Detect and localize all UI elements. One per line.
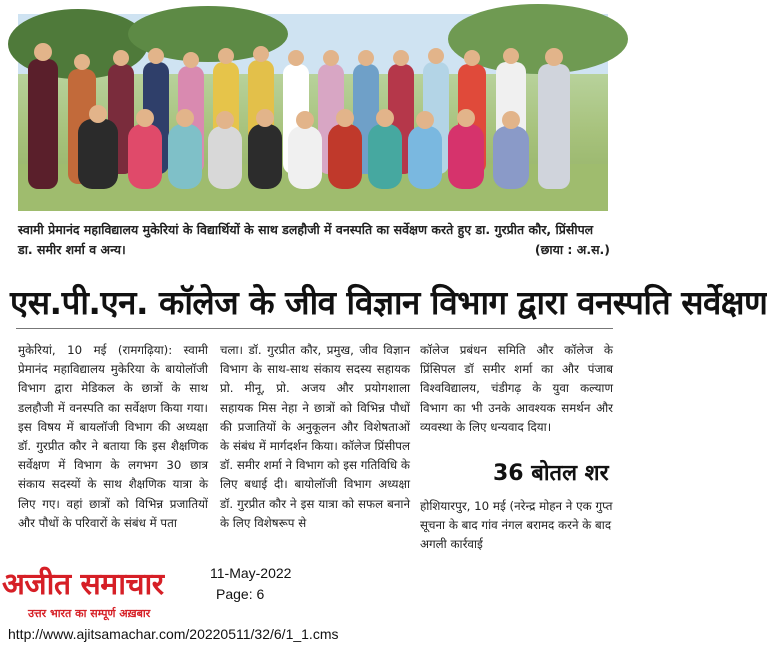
second-story-text: होशियारपुर, 10 मई (नरेन्द्र मोहन ने एक गुप्त सूचना के बाद गांव नंगल बरामद करने के बाद अगली कार्रवाई bbox=[420, 499, 613, 552]
second-story-headline: 36 बोतल शर bbox=[493, 461, 609, 486]
photo-caption bbox=[18, 220, 610, 260]
newspaper-logo: अजीत समाचार bbox=[2, 567, 164, 602]
source-url: http://www.ajitsamachar.com/20220511/32/6/1_1.cms bbox=[8, 626, 339, 642]
group-photo-illustration bbox=[18, 14, 608, 211]
headline-divider bbox=[16, 328, 613, 329]
photo-credit: (छाया : अ.स.) bbox=[534, 242, 610, 257]
article-column-3: कॉलेज प्रबंधन समिति और कॉलेज के प्रिंसिपल डॉ समीर शर्मा का और पंजाब विश्वविद्यालय, चंडीगढ़ के युवा कल्याण विभाग का भी उनके आवश्यक समर्थन और व्यवस्था के लिए धन्यवाद दिया। bbox=[420, 343, 613, 434]
article-column-1: मुकेरियां, 10 मई (रामगढ़िया): स्वामी प्रेमानंद महाविद्यालय मुकेरिया के बायोलॉजी विभाग द्वारा मेडिकल के छात्रों के साथ डलहौजी में वनस्पति का सर्वेक्षण किया गया। इस विषय में बायलॉजी विभाग की अध्यक्षा डॉ. गुरप्रीत कौर ने बताया कि इस शैक्षणिक सर्वेक्षण में विभाग के लगभग 30 छात्र संकाय सदस्यों के साथ शैक्षणिक यात्रा के लिए गए। वहां छात्रों को विभिन्न प्रजातियों और पौधों के परिवारों के संबंध में पता bbox=[18, 343, 208, 530]
edition-date: 11-May-2022 bbox=[210, 565, 292, 581]
group-photo bbox=[18, 14, 608, 211]
article-column-2: चला। डॉ. गुरप्रीत कौर, प्रमुख, जीव विज्ञान विभाग के साथ-साथ संकाय सदस्य सहायक प्रो. मीनू, प्रो. अजय और प्रयोगशाला सहायक मिस नेहा ने छात्रों को विभिन्न पौधों की प्रजातियों के अनुकूलन और विशेषताओं के संबंध में मार्गदर्शन किया। कॉलेज प्रिंसीपल डॉ. समीर शर्मा ने विभाग को इस गतिविधि के लिए बधाई दी। बायोलॉजी विभाग अध्यक्षा डॉ. गुरप्रीत कौर ने इस यात्रा को सफल बनाने के लिए विशेषरूप से bbox=[220, 343, 410, 530]
newspaper-tagline: उत्तर भारत का सम्पूर्ण अख़बार bbox=[28, 607, 151, 620]
caption-text: स्वामी प्रेमानंद महाविद्यालय मुकेरियां के विद्यार्थियों के साथ डलहौजी में वनस्पति का सर्वेक्षण करते हुए डा. गुरप्रीत कौर, प्रिंसीपल डा. समीर शर्मा व अन्य। bbox=[18, 222, 594, 257]
article-headline: एस.पी.एन. कॉलेज के जीव विज्ञान विभाग द्वारा वनस्पति सर्वेक्षण bbox=[10, 283, 767, 322]
page-number: Page: 6 bbox=[216, 586, 265, 602]
